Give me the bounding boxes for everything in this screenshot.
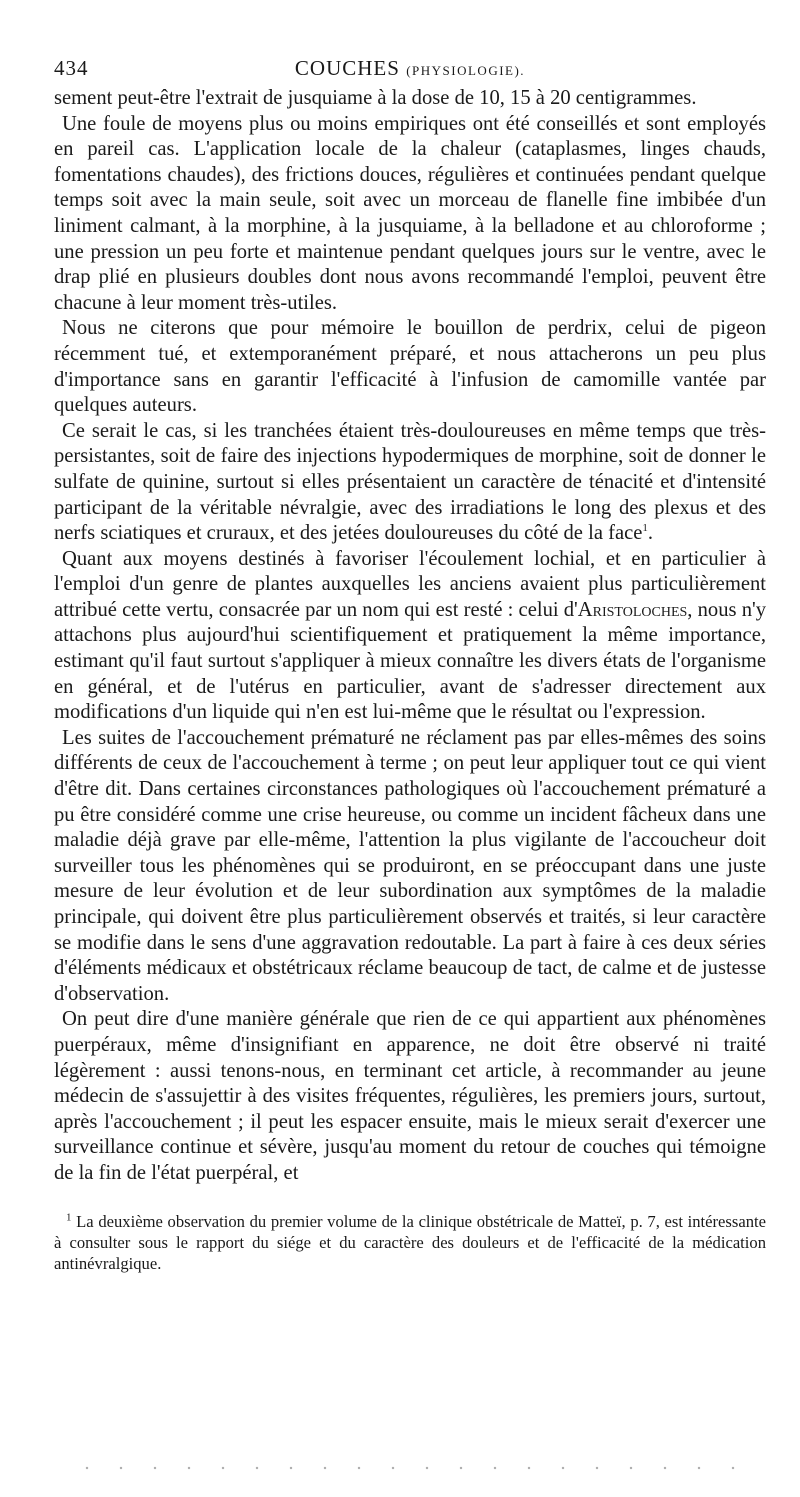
paragraph-4 — [54, 419, 766, 547]
footnote-reference[interactable]: 1 — [642, 522, 648, 535]
footnote — [54, 1211, 766, 1274]
running-title-subtitle: (PHYSIOLOGIE). — [406, 63, 526, 78]
running-title — [54, 56, 766, 81]
paragraph-6: Les suites de l'accouchement prématuré ne réclament pas par elles-mêmes des soins différents de ceux de l'accouchement à terme ; on peut leur appliquer tout ce qui vient d'être dit. Dans certaines circonstances pathologiques où l'accouchement prématuré a pu être considéré comme une crise heureuse, ou comme un incident fâcheux dans une maladie déjà grave par elle-même, l'attention la plus vigilante de l'accoucheur doit surveiller tous les phénomènes qui se produiront, en se préoccupant dans une juste mesure de leur évolution et de leur subordination aux symptômes de la maladie principale, qui doivent être plus particulièrement observés et traités, si leur caractère se modifie dans le sens d'une aggravation redoutable. La part à faire à ces deux séries d'éléments médicaux et obstétricaux réclame beaucoup de tact, de calme et de justesse d'observation. — [54, 726, 766, 1005]
bottom-scan-dots — [70, 1466, 750, 1470]
paragraph-5-text-before: Quant aux moyens destinés à favoriser l'écoulement lochial, et en particulier à l'emploi d'un genre de plantes auxquelles les anciens avaient plus particulièrement attribué cette vertu, consacrée par un nom qui est resté : celui d' — [54, 547, 766, 621]
running-header — [54, 52, 766, 86]
body-text — [54, 86, 766, 1187]
paragraph-4-tail: . — [647, 522, 654, 545]
page-number: 434 — [54, 56, 89, 80]
footnote-text — [54, 1211, 766, 1274]
paragraph-5-text-after: , nous n'y attachons plus aujourd'hui scientifiquement et pratiquement la même importance, estimant qu'il faut surtout s'appliquer à mieux connaître les divers états de l'organisme en général, et de l'utérus en particulier, avant de s'adresser directement aux modifications d'un liquide qui n'en est lui-même que le résultat ou l'expression. — [54, 598, 766, 724]
paragraph-2: Une foule de moyens plus ou moins empiriques ont été conseillés et sont employés en pareil cas. L'application locale de la chaleur (cataplasmes, linges chauds, fomentations chaudes), des frictions douces, régulières et continuées pendant quelque temps soit avec la main seule, soit avec un morceau de flanelle fine imbibée d'un liniment calmant, à la morphine, à la jusquiame, à la belladone et au chloroforme ; une pression un peu forte et maintenue pendant quelques jours sur le ventre, avec le drap plié en plusieurs doubles dont nous avons recommandé l'emploi, peuvent être chacune à leur moment très-utiles. — [54, 112, 766, 314]
paragraph-3: Nous ne citerons que pour mémoire le bouillon de perdrix, celui de pigeon récemment tué, et extemporanément préparé, et nous attacherons un peu plus d'importance sans en garantir l'efficacité à l'infusion de camomille vantée par quelques auteurs. — [54, 317, 766, 417]
running-title-main: COUCHES — [294, 56, 400, 80]
footnote-body: La deuxième observation du premier volume de la clinique obstétricale de Matteï, p. 7, est intéressante à consulter sous le rapport du siége et du caractère des douleurs et de l'efficacité de la médication antinévralgique. — [54, 1211, 766, 1273]
page — [54, 52, 766, 1274]
paragraph-5-smallcaps-term: Aristoloches — [577, 598, 688, 621]
paragraph-1: sement peut-être l'extrait de jusquiame à la dose de 10, 15 à 20 centigrammes. — [54, 87, 697, 109]
paragraph-7: On peut dire d'une manière générale que rien de ce qui appartient aux phénomènes puerpéraux, même d'insignifiant en apparence, ne doit être observé ni traité légèrement : aussi tenons-nous, en terminant cet article, à recommander au jeune médecin de s'assujettir à des visites fréquentes, régulières, les premiers jours, surtout, après l'accouchement ; il peut les espacer ensuite, mais le mieux serait d'exercer une surveillance continue et sévère, jusqu'au moment du retour de couches qui témoigne de la fin de l'état puerpéral, et — [54, 1008, 766, 1184]
paragraph-5 — [54, 547, 766, 726]
paragraph-4-text: Ce serait le cas, si les tranchées étaient très-douloureuses en même temps que très-persistantes, soit de faire des injections hypodermiques de morphine, soit de donner le sulfate de quinine, surtout si elles présentaient un caractère de ténacité et d'intensité participant de la véritable névralgie, avec des irradiations le long des plexus et des nerfs sciatiques et cruraux, et des jetées douloureuses du côté de la face — [54, 419, 766, 545]
footnote-marker: 1 — [66, 1211, 72, 1223]
